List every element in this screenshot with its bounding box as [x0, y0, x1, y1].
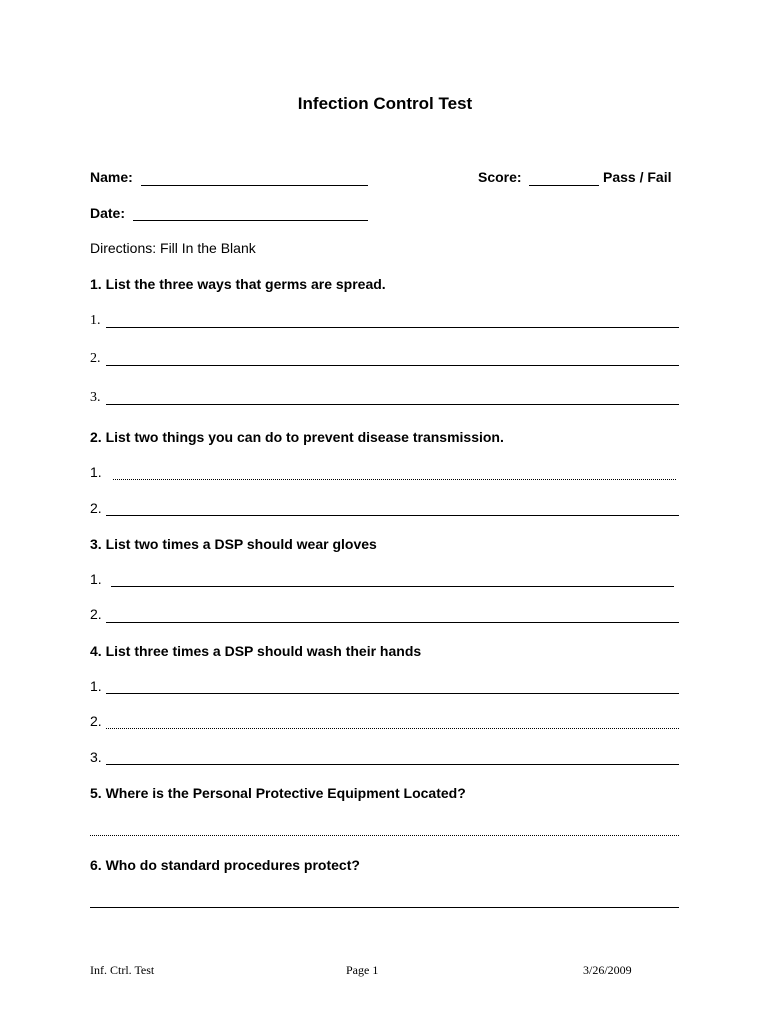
footer-page-number: Page 1: [346, 963, 379, 977]
footer-left: Inf. Ctrl. Test: [90, 963, 155, 977]
q3-answer-1-blank[interactable]: [111, 586, 674, 587]
score-label: Score:: [478, 169, 522, 185]
pass-fail-label: Pass / Fail: [603, 169, 672, 185]
score-blank[interactable]: [529, 185, 599, 186]
q5-answer-blank[interactable]: [90, 835, 679, 836]
q6-answer-blank[interactable]: [90, 907, 679, 908]
q1-item-3-number: 3.: [90, 390, 101, 405]
question-1: 1. List the three ways that germs are spread.: [90, 276, 386, 292]
footer-date: 3/26/2009: [583, 963, 632, 977]
q1-answer-1-blank[interactable]: [106, 327, 679, 328]
date-blank[interactable]: [133, 220, 368, 221]
q3-item-1-number: 1.: [90, 571, 102, 587]
directions-text: Directions: Fill In the Blank: [90, 240, 256, 256]
q1-answer-2-blank[interactable]: [106, 365, 679, 366]
q4-item-2-number: 2.: [90, 713, 102, 729]
q4-item-3-number: 3.: [90, 749, 102, 765]
q1-answer-3-blank[interactable]: [106, 404, 679, 405]
q2-item-2-number: 2.: [90, 500, 102, 516]
name-blank[interactable]: [141, 185, 368, 186]
q4-answer-2-blank[interactable]: [106, 728, 679, 729]
question-2: 2. List two things you can do to prevent disease transmission.: [90, 429, 504, 445]
q2-answer-1-blank[interactable]: [113, 479, 676, 480]
q2-item-1-number: 1.: [90, 464, 102, 480]
q3-item-2-number: 2.: [90, 606, 102, 622]
q2-answer-2-blank[interactable]: [106, 515, 679, 516]
page-title: Infection Control Test: [297, 94, 473, 113]
question-3: 3. List two times a DSP should wear gloves: [90, 536, 377, 552]
q3-answer-2-blank[interactable]: [106, 622, 679, 623]
q1-item-1-number: 1.: [90, 313, 101, 328]
q1-item-2-number: 2.: [90, 351, 101, 366]
q4-item-1-number: 1.: [90, 678, 102, 694]
name-label: Name:: [90, 169, 133, 185]
q4-answer-1-blank[interactable]: [106, 693, 679, 694]
date-label: Date:: [90, 205, 126, 221]
q4-answer-3-blank[interactable]: [106, 764, 679, 765]
question-5: 5. Where is the Personal Protective Equipment Located?: [90, 785, 466, 801]
question-4: 4. List three times a DSP should wash their hands: [90, 643, 422, 659]
question-6: 6. Who do standard procedures protect?: [90, 857, 360, 873]
